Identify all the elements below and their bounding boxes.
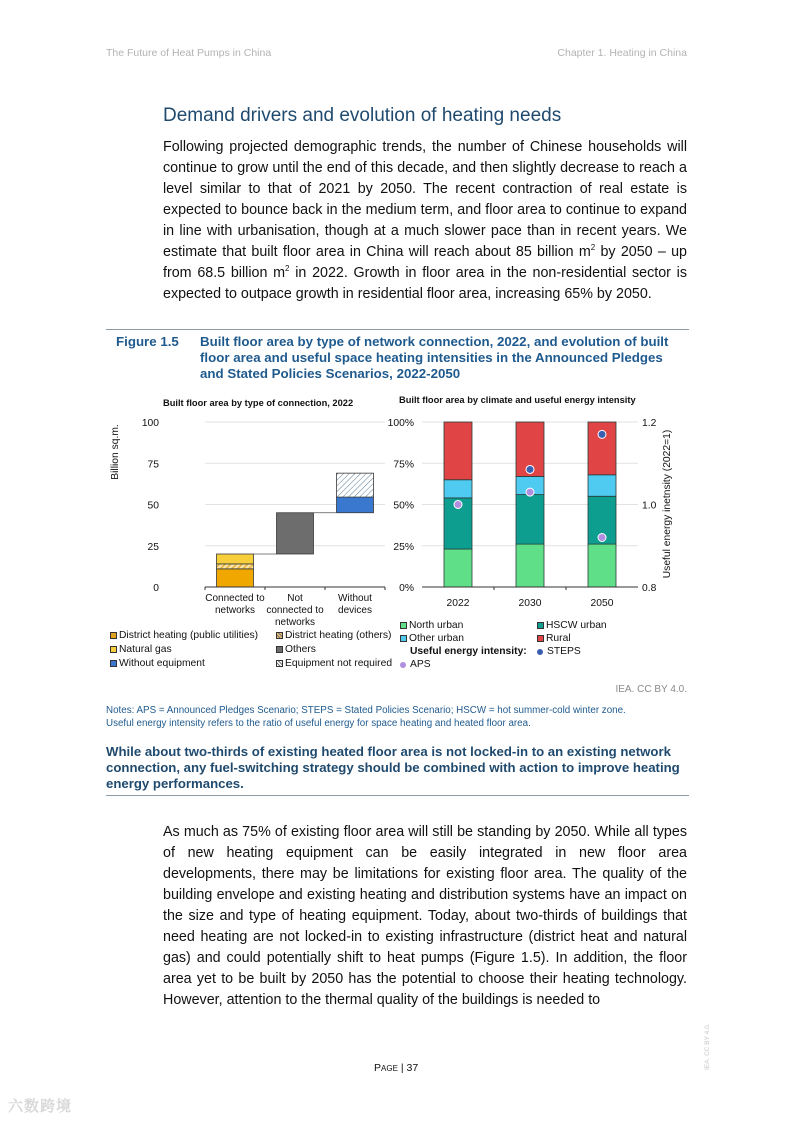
- right-chart-title: Built floor area by climate and useful energy intensity: [399, 395, 636, 405]
- figure-title: Built floor area by type of network connection, 2022, and evolution of built floor area and useful space heating intensities in the Announced Pledges and Stated Policies Scenarios, 2022-2050: [200, 334, 669, 381]
- legend-item: [110, 630, 258, 641]
- notes-line-2: Useful energy intensity refers to the ratio of useful energy for space heating and heated floor area.: [106, 718, 531, 729]
- bar-segment: [444, 549, 472, 587]
- legend-label: Without equipment: [119, 658, 205, 669]
- running-header-left: The Future of Heat Pumps in China: [106, 47, 272, 59]
- x-tick-label: networks: [274, 617, 316, 628]
- x-tick-label: 2050: [590, 598, 614, 609]
- legend-dot: [400, 662, 406, 668]
- y-tick-label: 25: [147, 541, 159, 553]
- left-chart-legend: [110, 630, 400, 675]
- superscript: 2: [285, 264, 290, 274]
- side-credit: IEA. CC BY 4.0.: [704, 1023, 711, 1070]
- legend-item: [276, 630, 391, 641]
- left-chart-title: Built floor area by type of connection, 2022: [163, 398, 354, 408]
- bar-segment: [217, 564, 254, 569]
- y-tick-label: 75: [147, 459, 159, 471]
- legend-label: Natural gas: [119, 644, 172, 655]
- scatter-point-aps: [454, 501, 462, 509]
- legend-label: District heating (others): [285, 630, 392, 641]
- x-tick-label: 2022: [446, 598, 470, 609]
- legend-swatch: [537, 635, 544, 642]
- legend-item: [537, 620, 607, 631]
- legend-label: Others: [285, 644, 316, 655]
- legend-item: [400, 633, 464, 644]
- bar-segment: [516, 495, 544, 544]
- page-number: PAGE | 37: [374, 1062, 419, 1074]
- bar-segment: [277, 513, 314, 554]
- legend-item: [537, 646, 581, 657]
- legend-item: [537, 633, 571, 644]
- legend-label: STEPS: [547, 646, 581, 657]
- scatter-point-steps: [598, 430, 606, 438]
- paragraph-text: Following projected demographic trends, the number of Chinese households will continue to grow until the end of this decade, and then slightly decrease to reach a level similar to that of 2021 by 2050. The recent contraction of real estate is expected to bounce back in the medium term, and floor area to continue to expand in line with urbanisation, though at a much slower pace than in recent years. We estimate that built floor area in China will reach about 85 billion m: [163, 139, 687, 260]
- section-title: Demand drivers and evolution of heating needs: [163, 105, 562, 126]
- legend-label: Rural: [546, 633, 571, 644]
- legend-item: [410, 646, 527, 657]
- left-chart: [100, 400, 400, 640]
- y-tick-label: 50: [147, 500, 159, 512]
- x-tick-label: Not: [287, 593, 303, 604]
- bar-segment: [337, 497, 374, 513]
- legend-swatch: [110, 646, 117, 653]
- bar-segment: [444, 422, 472, 480]
- legend-swatch: [276, 632, 283, 639]
- body-paragraph-1: [163, 137, 687, 305]
- legend-swatch: [537, 622, 544, 629]
- bar-segment: [217, 554, 254, 564]
- y-tick-label: 0: [153, 583, 159, 594]
- legend-item: [400, 659, 431, 670]
- bar-segment: [217, 569, 254, 587]
- scatter-point-aps: [598, 534, 606, 542]
- y-tick-label: 100: [141, 418, 159, 429]
- legend-swatch: [400, 622, 407, 629]
- legend-item: [110, 658, 205, 669]
- bar-segment: [516, 544, 544, 587]
- key-message: While about two-thirds of existing heated floor area is not locked-in to an existing network connection, any fuel-switching strategy should be combined with action to improve heating energy performances.: [106, 744, 680, 791]
- legend-item: [110, 644, 172, 655]
- legend-swatch: [110, 660, 117, 667]
- watermark-logo: 六数跨境: [8, 1098, 73, 1115]
- legend-swatch: [110, 632, 117, 639]
- figure-bottom-rule: [106, 795, 689, 796]
- y-tick-label: 25%: [393, 541, 414, 553]
- x-tick-label: connected to: [266, 605, 324, 616]
- notes-line-1: Notes: APS = Announced Pledges Scenario; STEPS = Stated Policies Scenario; HSCW = hot summer-cold winter zone.: [106, 705, 626, 716]
- legend-label: Other urban: [409, 633, 464, 644]
- bar-segment: [337, 473, 374, 497]
- page-label: PAGE: [374, 1062, 398, 1074]
- legend-swatch: [400, 635, 407, 642]
- running-header-right: Chapter 1. Heating in China: [557, 47, 687, 59]
- y2-axis-label: Useful energy inetnsity (2022=1): [662, 429, 673, 579]
- legend-label: HSCW urban: [546, 620, 607, 631]
- x-tick-label: Without: [338, 593, 372, 604]
- paragraph-text: in 2022. Growth in floor area in the non-residential sector is expected to outpace growth in residential floor area, increasing 65% by 2050.: [163, 265, 687, 302]
- x-tick-label: devices: [338, 605, 372, 616]
- legend-item: [276, 644, 316, 655]
- legend-item: [276, 658, 392, 669]
- y-axis-label: Billion sq.m.: [110, 424, 121, 480]
- x-tick-label: Connected to: [205, 593, 265, 604]
- figure-credit: IEA. CC BY 4.0.: [615, 684, 687, 695]
- legend-item: [400, 620, 463, 631]
- y2-tick-label: 1.0: [642, 500, 657, 512]
- scatter-point-steps: [526, 465, 534, 473]
- y2-tick-label: 0.8: [642, 583, 657, 594]
- figure-top-rule: [106, 329, 689, 330]
- legend-label: Useful energy intensity:: [410, 646, 527, 657]
- y-tick-label: 0%: [399, 583, 414, 594]
- right-chart-legend: [400, 620, 660, 675]
- page-number-value: 37: [406, 1062, 419, 1074]
- y-tick-label: 50%: [393, 500, 414, 512]
- legend-swatch: [276, 646, 283, 653]
- legend-label: North urban: [409, 620, 464, 631]
- legend-label: District heating (public utilities): [119, 630, 259, 641]
- figure-notes: [106, 704, 696, 730]
- legend-swatch: [276, 660, 283, 667]
- y2-tick-label: 1.2: [642, 418, 657, 429]
- legend-label: APS: [410, 659, 431, 670]
- legend-label: Equipment not required: [285, 658, 393, 669]
- x-tick-label: 2030: [518, 598, 542, 609]
- y-tick-label: 75%: [393, 459, 414, 471]
- bar-segment: [444, 480, 472, 498]
- paragraph-text: by 2050 – up from 68.5 billion m: [163, 244, 687, 281]
- x-tick-label: networks: [214, 605, 256, 616]
- right-chart: [380, 400, 690, 620]
- bar-segment: [588, 475, 616, 496]
- body-paragraph-2: As much as 75% of existing floor area will still be standing by 2050. While all types of new heating equipment can be easily integrated in new floor area developments, there may be limitations for existing floor area. The quality of the building envelope and existing heating and distribution systems have an impact on the size and type of heating equipment. Today, about two-thirds of buildings that need heating are not locked-in to existing infrastructure (district heat and natural gas) and could potentially shift to heat pumps (Figure 1.5). In addition, the floor area yet to be built by 2050 has the potential to choose their heating technology. However, attention to the thermal quality of the buildings is needed to: [163, 824, 687, 1008]
- figure-label: Figure 1.5: [116, 334, 179, 349]
- bar-segment: [588, 544, 616, 587]
- y-tick-label: 100%: [387, 418, 414, 429]
- scatter-point-aps: [526, 488, 534, 496]
- superscript: 2: [590, 243, 596, 253]
- legend-dot: [537, 649, 543, 655]
